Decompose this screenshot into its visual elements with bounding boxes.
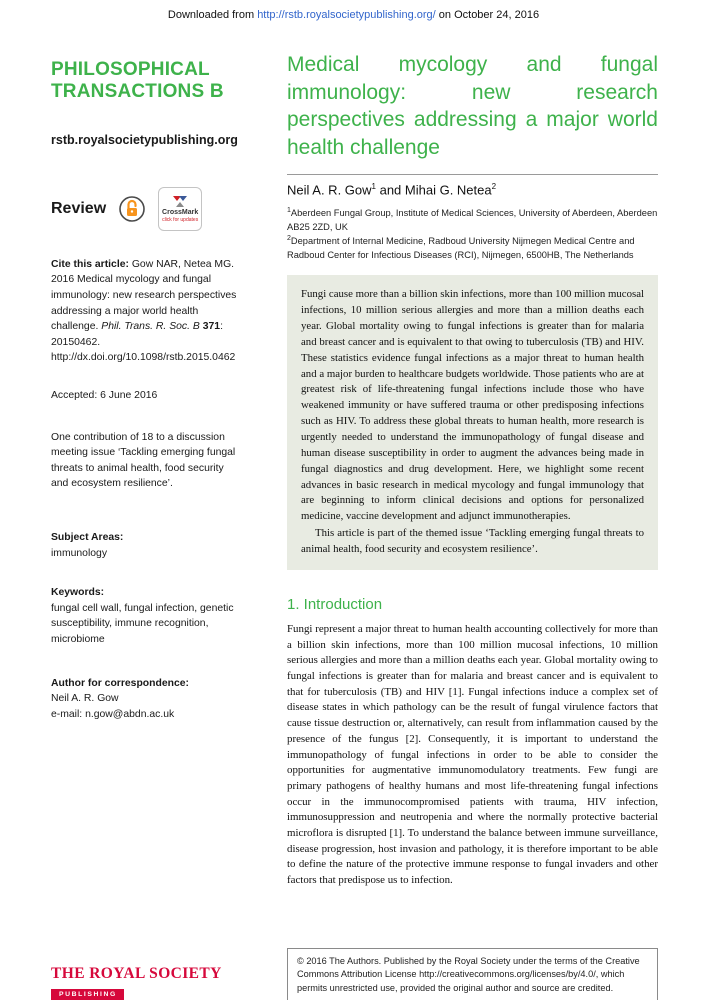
article-title: Medical mycology and fungal immunology: new research perspectives addressing a major world health challenge <box>287 53 658 160</box>
abstract-paragraph-1: Fungi cause more than a billion skin infections, more than 100 million mucosal infections, 10 million serious allergies and more than a million deaths each year. Global mortality owing to fungal infections is greater than for malaria and breast cancer and is equivalent to that owing to tuberculosis (TB) and HIV. These statistics evidence fungal infections as a major threat to human health and a major burden to healthcare budgets worldwide. Those patients who are at greatest risk of life-threatening fungal infections include those who have weakened immunity or have suffered trauma or other predisposing infections such as HIV. To address these global threats to human health, more research is urgently needed to understand the immunopathology of fungal disease and human disease susceptibility in order to augment the advances being made in fungal diagnostics and drug development. Here, we highlight some recent advances in basic research in medical mycology and fungal immunology that are beginning to inform clinical decisions and options for personalized medicine, vaccine development and adjunct immunotherapies. <box>301 288 644 523</box>
correspondence-email-line <box>51 707 239 723</box>
article-type-label: Review <box>51 199 107 217</box>
subject-areas-value: immunology <box>51 547 108 559</box>
citation-label: Cite this article: <box>51 258 129 270</box>
license-notice <box>287 948 658 1000</box>
affiliation-2-text: Department of Internal Medicine, Radboud University Nijmegen Medical Centre and Radboud Center for Infectious Diseases (RCI), Nijmegen, 6500HB, The Netherlands <box>287 236 635 260</box>
royal-society-publishing-tag: PUBLISHING <box>51 989 124 1000</box>
license-url[interactable]: http://creativecommons.org/licenses/by/4.0/ <box>419 969 596 980</box>
author-1-affiliation-mark: 1 <box>371 181 376 191</box>
author-1-name: Neil A. R. Gow <box>287 182 372 198</box>
citation-article-id: : 20150462. <box>51 321 223 348</box>
crossmark-badge[interactable] <box>158 187 202 231</box>
article-column <box>287 51 658 1000</box>
affiliations-block <box>287 206 658 262</box>
sidebar <box>51 51 239 1000</box>
citation-block <box>51 257 239 366</box>
citation-volume: 371 <box>199 321 221 333</box>
introduction-body: Fungi represent a major threat to human health accounting collectively for more than a billion skin infections, more than 100 million mucosal infections, 10 million serious allergies and more than a million deaths each year. Global mortality owing to fungal infections is greater than for malaria and breast cancer and is equivalent to that for tuberculosis (TB) and HIV [1]. Fungal infections induce a complex set of disease states in which pathology can be the result of fungal virulence factors that cause tissue destruction or, alternatively, can result from inflammation caused by the presence of the fungus [2]. Consequently, it is important to understand the immunopathology of fungal infections in order to be able to consider the opportunities for augmentative immunomodulatory treatments. Few fungi are primary pathogens of healthy humans and most life-threatening fungal infections occur in the immunocompromised patients with trauma, HIV infection, immunosuppression and neutropenia and where the normally protective bacterial microflora is disrupted [1]. To understand the balance between immune surveillance, disease progression, host invasion and pathology, it is therefore important to be able to define the nature of the protective immune response to fungal invaders and other factors that predispose us to infection. <box>287 622 658 887</box>
affiliation-2 <box>287 234 658 262</box>
citation-doi-link[interactable]: http://dx.doi.org/10.1098/rstb.2015.0462 <box>51 352 236 364</box>
affiliation-2-mark: 2 <box>287 235 291 243</box>
article-type-row <box>51 187 239 231</box>
correspondence-email-link[interactable]: n.gow@abdn.ac.uk <box>85 708 175 720</box>
download-banner-prefix: Downloaded from <box>167 9 258 21</box>
keywords-block <box>51 585 239 647</box>
author-2-affiliation-mark: 2 <box>491 181 497 191</box>
journal-website[interactable]: rstb.royalsocietypublishing.org <box>51 132 238 147</box>
royal-society-name: THE ROYAL SOCIETY <box>51 965 222 982</box>
journal-logo-line1: PHILOSOPHICAL <box>51 59 210 80</box>
authors-separator: and <box>375 182 405 198</box>
journal-logo <box>51 59 239 103</box>
section-heading-introduction: 1. Introduction <box>287 595 383 613</box>
royal-society-logo <box>51 965 239 1000</box>
content-columns <box>0 51 707 1000</box>
authors-line <box>287 174 658 197</box>
subject-areas-block <box>51 530 239 561</box>
correspondence-block <box>51 676 239 723</box>
contribution-note: One contribution of 18 to a discussion meeting issue ‘Tackling emerging fungal threats to animal health, food security and ecosystem resilience’. <box>51 431 236 490</box>
citation-text: Gow NAR, Netea MG. 2016 Medical mycology and fungal immunology: new research perspectives addressing a major world health challenge. <box>51 258 237 333</box>
license-text-suffix: , which permits unrestricted use, provided the original author and source are credited. <box>297 969 625 994</box>
download-banner-suffix: on October 24, 2016 <box>435 9 540 21</box>
accepted-date: Accepted: 6 June 2016 <box>51 389 158 401</box>
crossmark-title: CrossMark <box>162 208 199 216</box>
journal-logo-line2: TRANSACTIONS B <box>51 80 224 102</box>
download-banner-link[interactable]: http://rstb.royalsocietypublishing.org/ <box>257 9 436 21</box>
affiliation-1-text: Aberdeen Fungal Group, Institute of Medical Sciences, University of Aberdeen, Aberdeen AB25 2ZD, UK <box>287 208 658 232</box>
correspondence-name: Neil A. R. Gow <box>51 693 119 705</box>
license-text-prefix: © 2016 The Authors. Published by the Royal Society under the terms of the Creative Commons Attribution License <box>297 955 640 980</box>
crossmark-subtitle: click for updates <box>162 216 199 223</box>
crossmark-icon <box>172 195 188 208</box>
open-access-icon <box>118 195 146 223</box>
affiliation-1-mark: 1 <box>287 207 291 215</box>
download-banner <box>0 0 707 21</box>
correspondence-label: Author for correspondence: <box>51 677 189 689</box>
affiliation-1 <box>287 206 658 234</box>
correspondence-email-prefix: e-mail: <box>51 708 86 720</box>
keywords-value: fungal cell wall, fungal infection, genetic susceptibility, immune recognition, microbiome <box>51 602 234 646</box>
abstract <box>287 275 658 570</box>
subject-areas-label: Subject Areas: <box>51 532 124 543</box>
abstract-paragraph-2: This article is part of the themed issue ‘Tackling emerging fungal threats to animal health, food security and ecosystem resilience’. <box>301 527 644 556</box>
citation-journal-abbrev: Phil. Trans. R. Soc. B <box>101 321 200 333</box>
author-2-name: Mihai G. Netea <box>404 182 492 198</box>
keywords-label: Keywords: <box>51 587 105 599</box>
